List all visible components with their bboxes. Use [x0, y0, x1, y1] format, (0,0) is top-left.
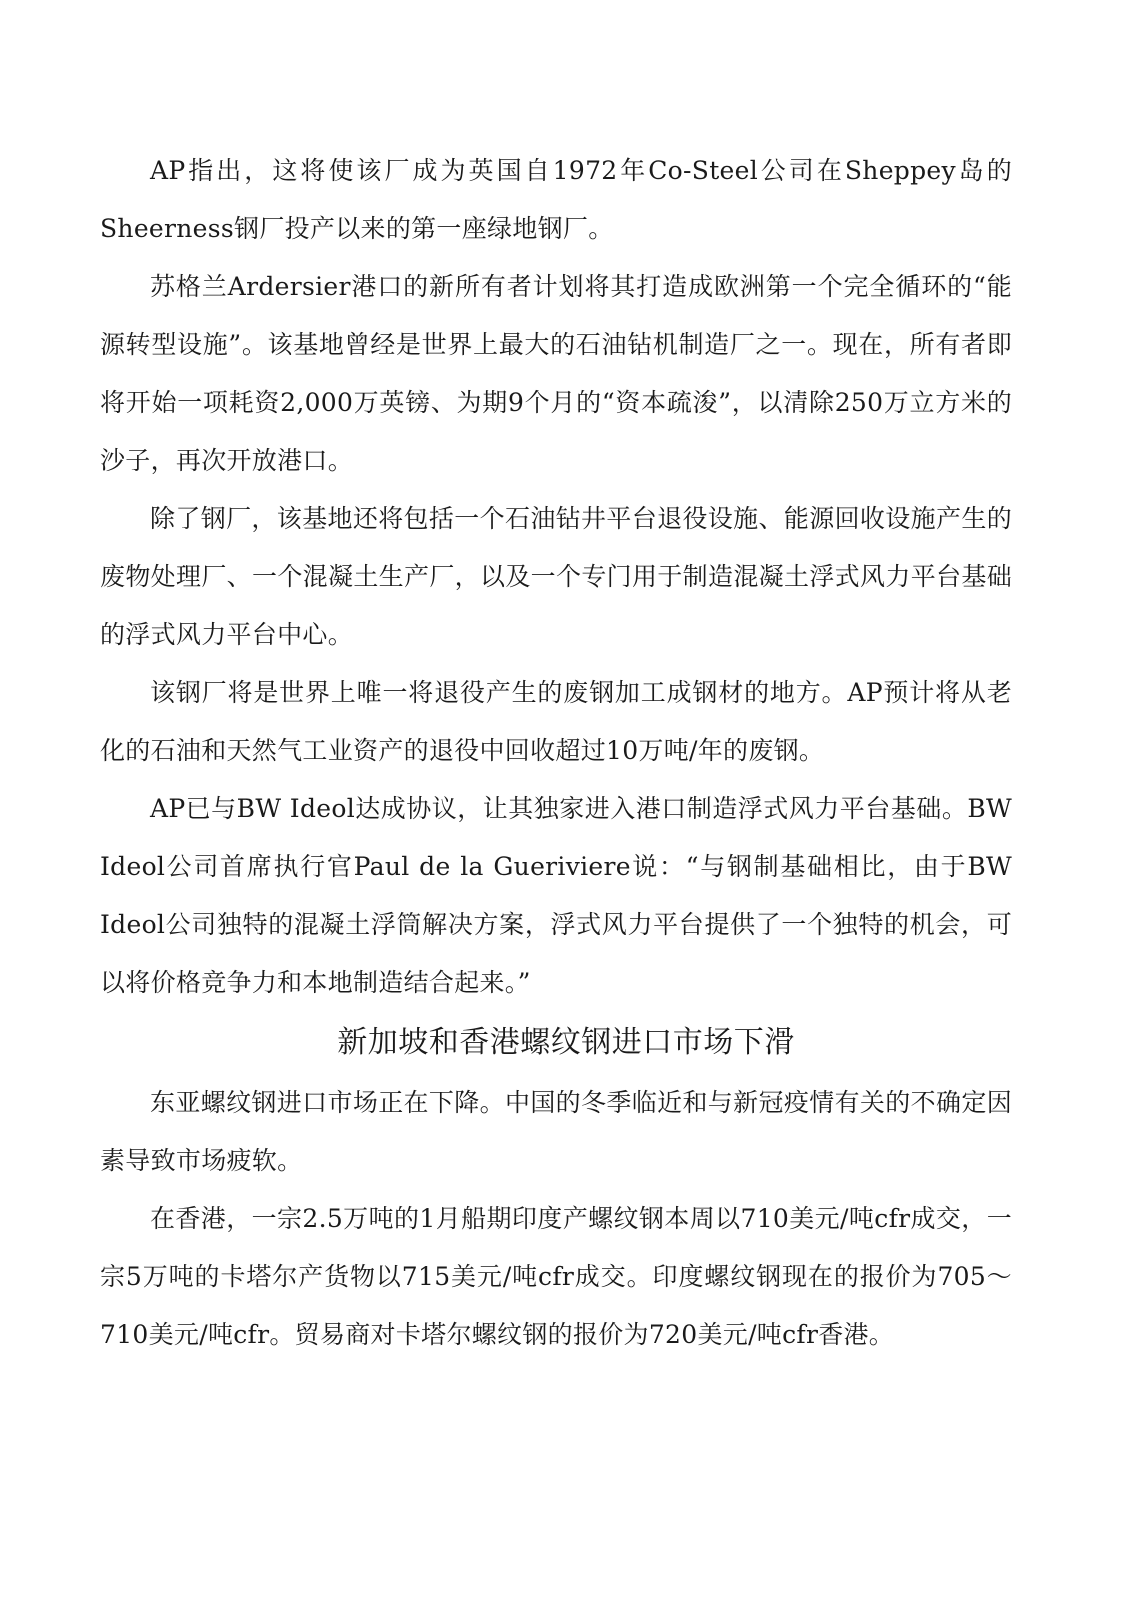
article-body — [100, 142, 1012, 1364]
paragraph-ardersier-port: 苏格兰Ardersier港口的新所有者计划将其打造成欧洲第一个完全循环的“能源转型设施”。该基地曾经是世界上最大的石油钻机制造厂之一。现在，所有者即将开始一项耗资2,000万英镑、为期9个月的“资本疏浚”，以清除250万立方米的沙子，再次开放港口。 — [100, 272, 1012, 475]
paragraph-bw-ideol: AP已与BW Ideol达成协议，让其独家进入港口制造浮式风力平台基础。BW Ideol公司首席执行官Paul de la Gueriviere说：“与钢制基础相比，由于BW Ideol公司独特的混凝土浮筒解决方案，浮式风力平台提供了一个独特的机会，可以将价格竞争力和本地制造结合起来。” — [100, 794, 1012, 997]
paragraph-hong-kong-prices: 在香港，一宗2.5万吨的1月船期印度产螺纹钢本周以710美元/吨cfr成交，一宗5万吨的卡塔尔产货物以715美元/吨cfr成交。印度螺纹钢现在的报价为705～710美元/吨cfr。贸易商对卡塔尔螺纹钢的报价为720美元/吨cfr香港。 — [100, 1204, 1012, 1349]
paragraph-site-facilities: 除了钢厂，该基地还将包括一个石油钻井平台退役设施、能源回收设施产生的废物处理厂、一个混凝土生产厂，以及一个专门用于制造混凝土浮式风力平台基础的浮式风力平台中心。 — [100, 504, 1012, 649]
paragraph-greenfield-mill: AP指出，这将使该厂成为英国自1972年Co-Steel公司在Sheppey岛的Sheerness钢厂投产以来的第一座绿地钢厂。 — [100, 156, 1012, 243]
section-title: 新加坡和香港螺纹钢进口市场下滑 — [337, 1025, 795, 1060]
paragraph-rebar-market: 东亚螺纹钢进口市场正在下降。中国的冬季临近和与新冠疫情有关的不确定因素导致市场疲软。 — [100, 1088, 1012, 1175]
paragraph-scrap-recovery: 该钢厂将是世界上唯一将退役产生的废钢加工成钢材的地方。AP预计将从老化的石油和天然气工业资产的退役中回收超过10万吨/年的废钢。 — [100, 678, 1012, 765]
